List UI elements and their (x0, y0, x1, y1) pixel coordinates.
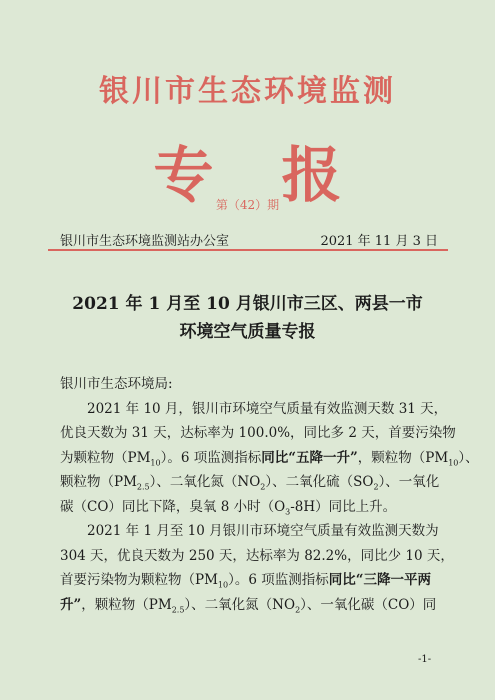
header-char-1: 专 (153, 141, 214, 211)
meta-row (60, 230, 438, 249)
document-title (40, 290, 455, 346)
p2-line-3: 首要污染物为颗粒物$(PM_{10})$。6 项监测指标同比“三降一平两 (60, 572, 431, 590)
p1-line-5: 碳（CO）同比下降，臭氧 8 小时$(O_3-8H)$同比上升。 (60, 498, 397, 517)
salutation: 银川市生态环境局: (60, 376, 173, 392)
page-number: -1- (418, 654, 432, 665)
p1-line-2: 优良天数为 31 天，达标率为 100.0%，同比多 2 天，首要污染物 (60, 425, 456, 441)
p2-line-1: 2021 年 1 月至 10 月银川市环境空气质量有效监测天数为 (87, 523, 439, 539)
title-line-1: 2021 年 1 月至 10 月银川市三区、两县一市 (72, 294, 423, 314)
p2-line-2: 304 天，优良天数为 250 天，达标率为 82.2%，同比少 10 天， (60, 547, 454, 564)
p1-line-1: 2021 年 10 月，银川市环境空气质量有效监测天数 31 天， (87, 400, 448, 417)
header-char-2: 报 (281, 141, 342, 211)
p1-line-3: 为颗粒物$(PM_{10})$。6 项监测指标同比“五降一升”，颗粒物$(PM_{10})$、 (60, 449, 479, 468)
issue-date: 2021 年 11 月 3 日 (320, 234, 438, 249)
document-body (60, 372, 479, 617)
header-divider (48, 249, 448, 251)
title-line-2: 环境空气质量专报 (179, 322, 316, 342)
issue-number: 第（42）期 (215, 198, 280, 212)
p2-line-4: 升”，颗粒物$(PM_{2.5})$、二氧化氮$(NO_2)$、一氧化碳（CO）同 (60, 596, 437, 615)
issuing-office: 银川市生态环境监测站办公室 (60, 234, 230, 249)
p1-line-4: 颗粒物$(PM_{2.5})$、二氧化氮$(NO_2)$、二氧化硫$(SO_2)$、一氧化 (60, 474, 440, 492)
header-organization: 银川市生态环境监测 (99, 74, 396, 109)
